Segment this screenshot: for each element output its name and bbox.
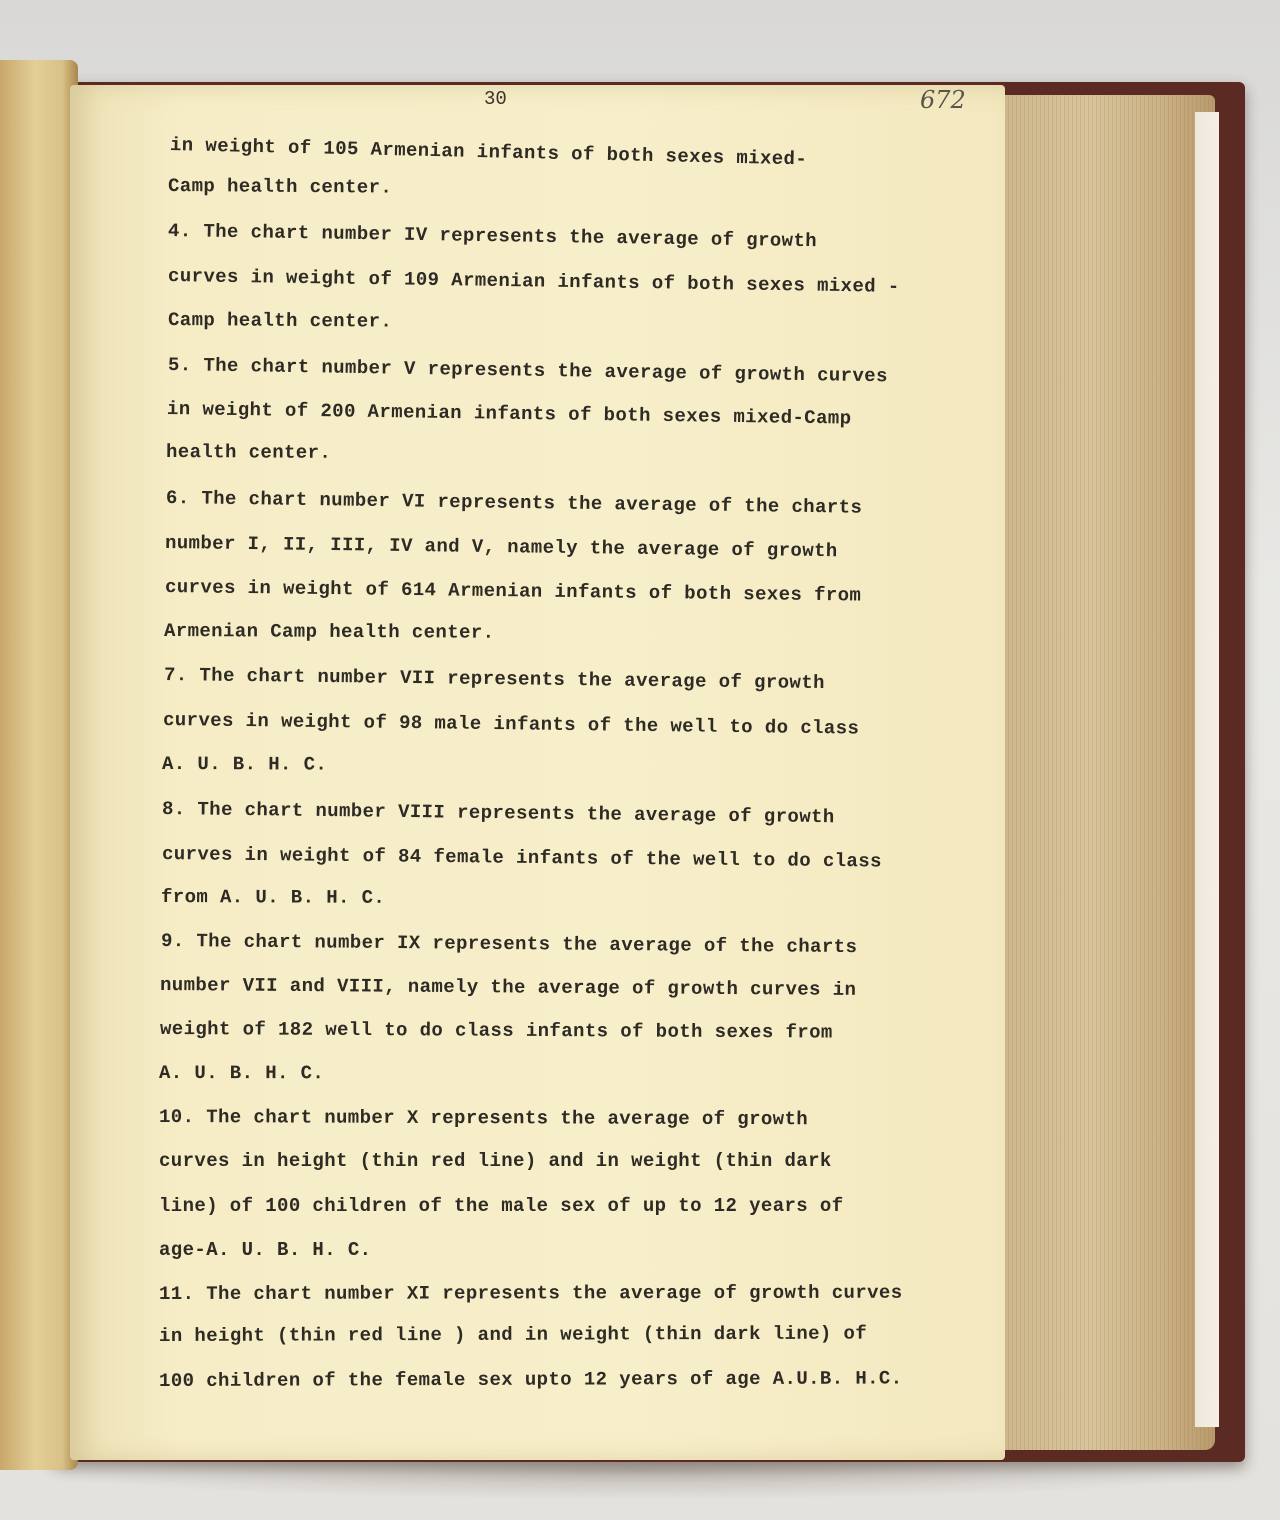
text-line: line) of 100 children of the male sex of up to 12 years of xyxy=(159,1195,844,1217)
text-line: 9. The chart number IX represents the average of the charts xyxy=(160,930,858,959)
left-page-edge xyxy=(0,60,78,1470)
text-line: A. U. B. H. C. xyxy=(161,753,328,776)
text-line: curves in weight of 84 female infants of the well to do class xyxy=(161,843,882,873)
text-line: number VII and VIII, namely the average of growth curves in xyxy=(159,974,857,1001)
text-line: curves in weight of 98 male infants of the well to do class xyxy=(162,709,860,740)
text-line: 5. The chart number V represents the average of growth curves xyxy=(167,354,889,388)
text-line: 11. The chart number XI represents the average of growth curves xyxy=(158,1281,903,1305)
page-edges xyxy=(1000,95,1215,1450)
text-line: curves in weight of 109 Armenian infants of both sexes mixed - xyxy=(167,265,900,298)
text-line: A. U. B. H. C. xyxy=(158,1062,325,1085)
text-line: weight of 182 well to do class infants of both sexes from xyxy=(159,1018,833,1044)
text-line: in weight of 200 Armenian infants of both sexes mixed-Camp xyxy=(166,398,852,430)
text-line: curves in weight of 614 Armenian infants of both sexes from xyxy=(164,576,862,607)
text-line: 7. The chart number VII represents the average of growth xyxy=(163,664,825,695)
text-line: age-A. U. B. H. C. xyxy=(159,1239,372,1261)
text-line: Armenian Camp health center. xyxy=(163,620,495,644)
text-line: in height (thin red line ) and in weight (thin dark line) of xyxy=(158,1322,868,1347)
text-line: 100 children of the female sex upto 12 years of age A.U.B. H.C. xyxy=(158,1367,903,1392)
endpaper xyxy=(1195,112,1219,1427)
text-line: Camp health center. xyxy=(167,309,393,333)
text-line: 4. The chart number IV represents the average of growth xyxy=(167,220,818,253)
text-line: Camp health center. xyxy=(167,175,393,199)
text-line: 8. The chart number VIII represents the average of growth xyxy=(161,798,835,829)
text-line: number I, II, III, IV and V, namely the average of growth xyxy=(164,532,838,563)
text-line: 6. The chart number VI represents the average of the charts xyxy=(165,487,863,519)
text-line: 10. The chart number X represents the average of growth xyxy=(158,1106,809,1131)
text-line: health center. xyxy=(165,441,332,464)
page-number: 30 xyxy=(484,88,507,110)
handwritten-folio-number: 672 xyxy=(920,86,966,114)
text-line: from A. U. B. H. C. xyxy=(160,886,386,909)
text-line: in weight of 105 Armenian infants of both sexes mixed- xyxy=(169,134,808,171)
text-line: curves in height (thin red line) and in weight (thin dark xyxy=(159,1150,832,1172)
